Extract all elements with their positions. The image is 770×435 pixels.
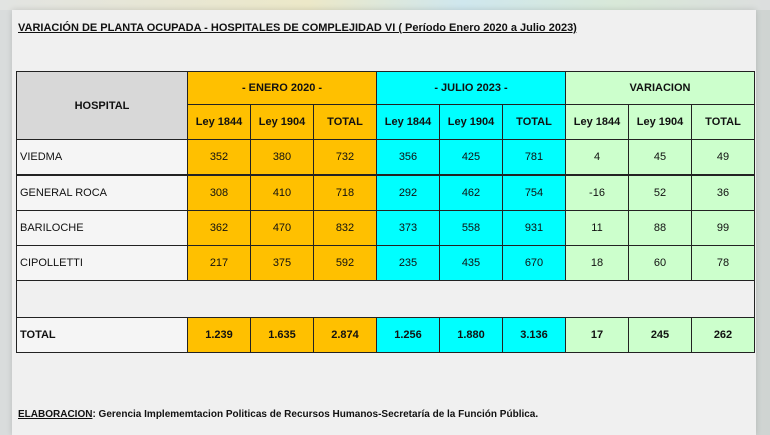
sheet-title: VARIACIÓN DE PLANTA OCUPADA - HOSPITALES DE COMPLEJIDAD VI ( Período Enero 2020 a Julio 2023) [18,22,577,34]
row-hospital-name[interactable]: CIPOLLETTI [16,245,188,281]
table-cell[interactable]: 670 [502,245,566,281]
subheader-julio-2023-0[interactable]: Ley 1844 [376,104,440,140]
hospital-header[interactable]: HOSPITAL [16,71,188,140]
table-cell[interactable]: 356 [376,139,440,175]
subheader-variacion-1[interactable]: Ley 1904 [628,104,692,140]
footer-text: : Gerencia Implememtacion Politicas de Recursos Humanos-Secretaría de la Función Pública. [92,409,539,420]
table-cell[interactable]: 931 [502,210,566,246]
table-cell[interactable]: 78 [691,245,755,281]
table-cell[interactable]: 45 [628,139,692,175]
table-cell[interactable]: 99 [691,210,755,246]
table-cell[interactable]: 18 [565,245,629,281]
table-cell[interactable]: 592 [313,245,377,281]
row-hospital-name[interactable]: VIEDMA [16,139,188,175]
total-cell[interactable]: 262 [691,317,755,353]
table-cell[interactable]: 88 [628,210,692,246]
subheader-julio-2023-2[interactable]: TOTAL [502,104,566,140]
table-cell[interactable]: 410 [250,175,314,211]
total-cell[interactable]: 1.635 [250,317,314,353]
table-cell[interactable]: 380 [250,139,314,175]
table-cell[interactable]: 292 [376,175,440,211]
table-cell[interactable]: 435 [439,245,503,281]
total-cell[interactable]: 1.239 [187,317,251,353]
table-cell[interactable]: -16 [565,175,629,211]
spreadsheet-sheet [12,10,756,435]
table-cell[interactable]: 352 [187,139,251,175]
table-cell[interactable]: 235 [376,245,440,281]
total-label[interactable]: TOTAL [16,317,188,353]
footer-label: ELABORACION [18,409,93,420]
total-cell[interactable]: 245 [628,317,692,353]
footer-note [18,409,538,420]
subheader-variacion-2[interactable]: TOTAL [691,104,755,140]
table-cell[interactable]: 754 [502,175,566,211]
subheader-julio-2023-1[interactable]: Ley 1904 [439,104,503,140]
table-cell[interactable]: 558 [439,210,503,246]
table-cell[interactable]: 49 [691,139,755,175]
table-cell[interactable]: 362 [187,210,251,246]
table-cell[interactable]: 732 [313,139,377,175]
background-top-strip [0,0,770,10]
table-cell[interactable]: 11 [565,210,629,246]
table-cell[interactable]: 52 [628,175,692,211]
table-cell[interactable]: 308 [187,175,251,211]
table-cell[interactable]: 373 [376,210,440,246]
table-cell[interactable]: 470 [250,210,314,246]
subheader-enero-2020-2[interactable]: TOTAL [313,104,377,140]
table-cell[interactable]: 4 [565,139,629,175]
group-header-julio-2023[interactable]: - JULIO 2023 - [376,71,566,105]
subheader-variacion-0[interactable]: Ley 1844 [565,104,629,140]
table-cell[interactable]: 375 [250,245,314,281]
table-border-right [754,280,755,317]
total-cell[interactable]: 1.880 [439,317,503,353]
table-cell[interactable]: 832 [313,210,377,246]
total-cell[interactable]: 3.136 [502,317,566,353]
table-cell[interactable]: 217 [187,245,251,281]
group-header-variacion[interactable]: VARIACION [565,71,755,105]
total-cell[interactable]: 1.256 [376,317,440,353]
table-cell[interactable]: 36 [691,175,755,211]
total-cell[interactable]: 17 [565,317,629,353]
table-border-left [16,280,17,317]
table-cell[interactable]: 60 [628,245,692,281]
row-hospital-name[interactable]: GENERAL ROCA [16,175,188,211]
table-cell[interactable]: 781 [502,139,566,175]
table-cell[interactable]: 462 [439,175,503,211]
subheader-enero-2020-0[interactable]: Ley 1844 [187,104,251,140]
row-hospital-name[interactable]: BARILOCHE [16,210,188,246]
group-header-enero-2020[interactable]: - ENERO 2020 - [187,71,377,105]
subheader-enero-2020-1[interactable]: Ley 1904 [250,104,314,140]
table-cell[interactable]: 718 [313,175,377,211]
total-cell[interactable]: 2.874 [313,317,377,353]
table-cell[interactable]: 425 [439,139,503,175]
